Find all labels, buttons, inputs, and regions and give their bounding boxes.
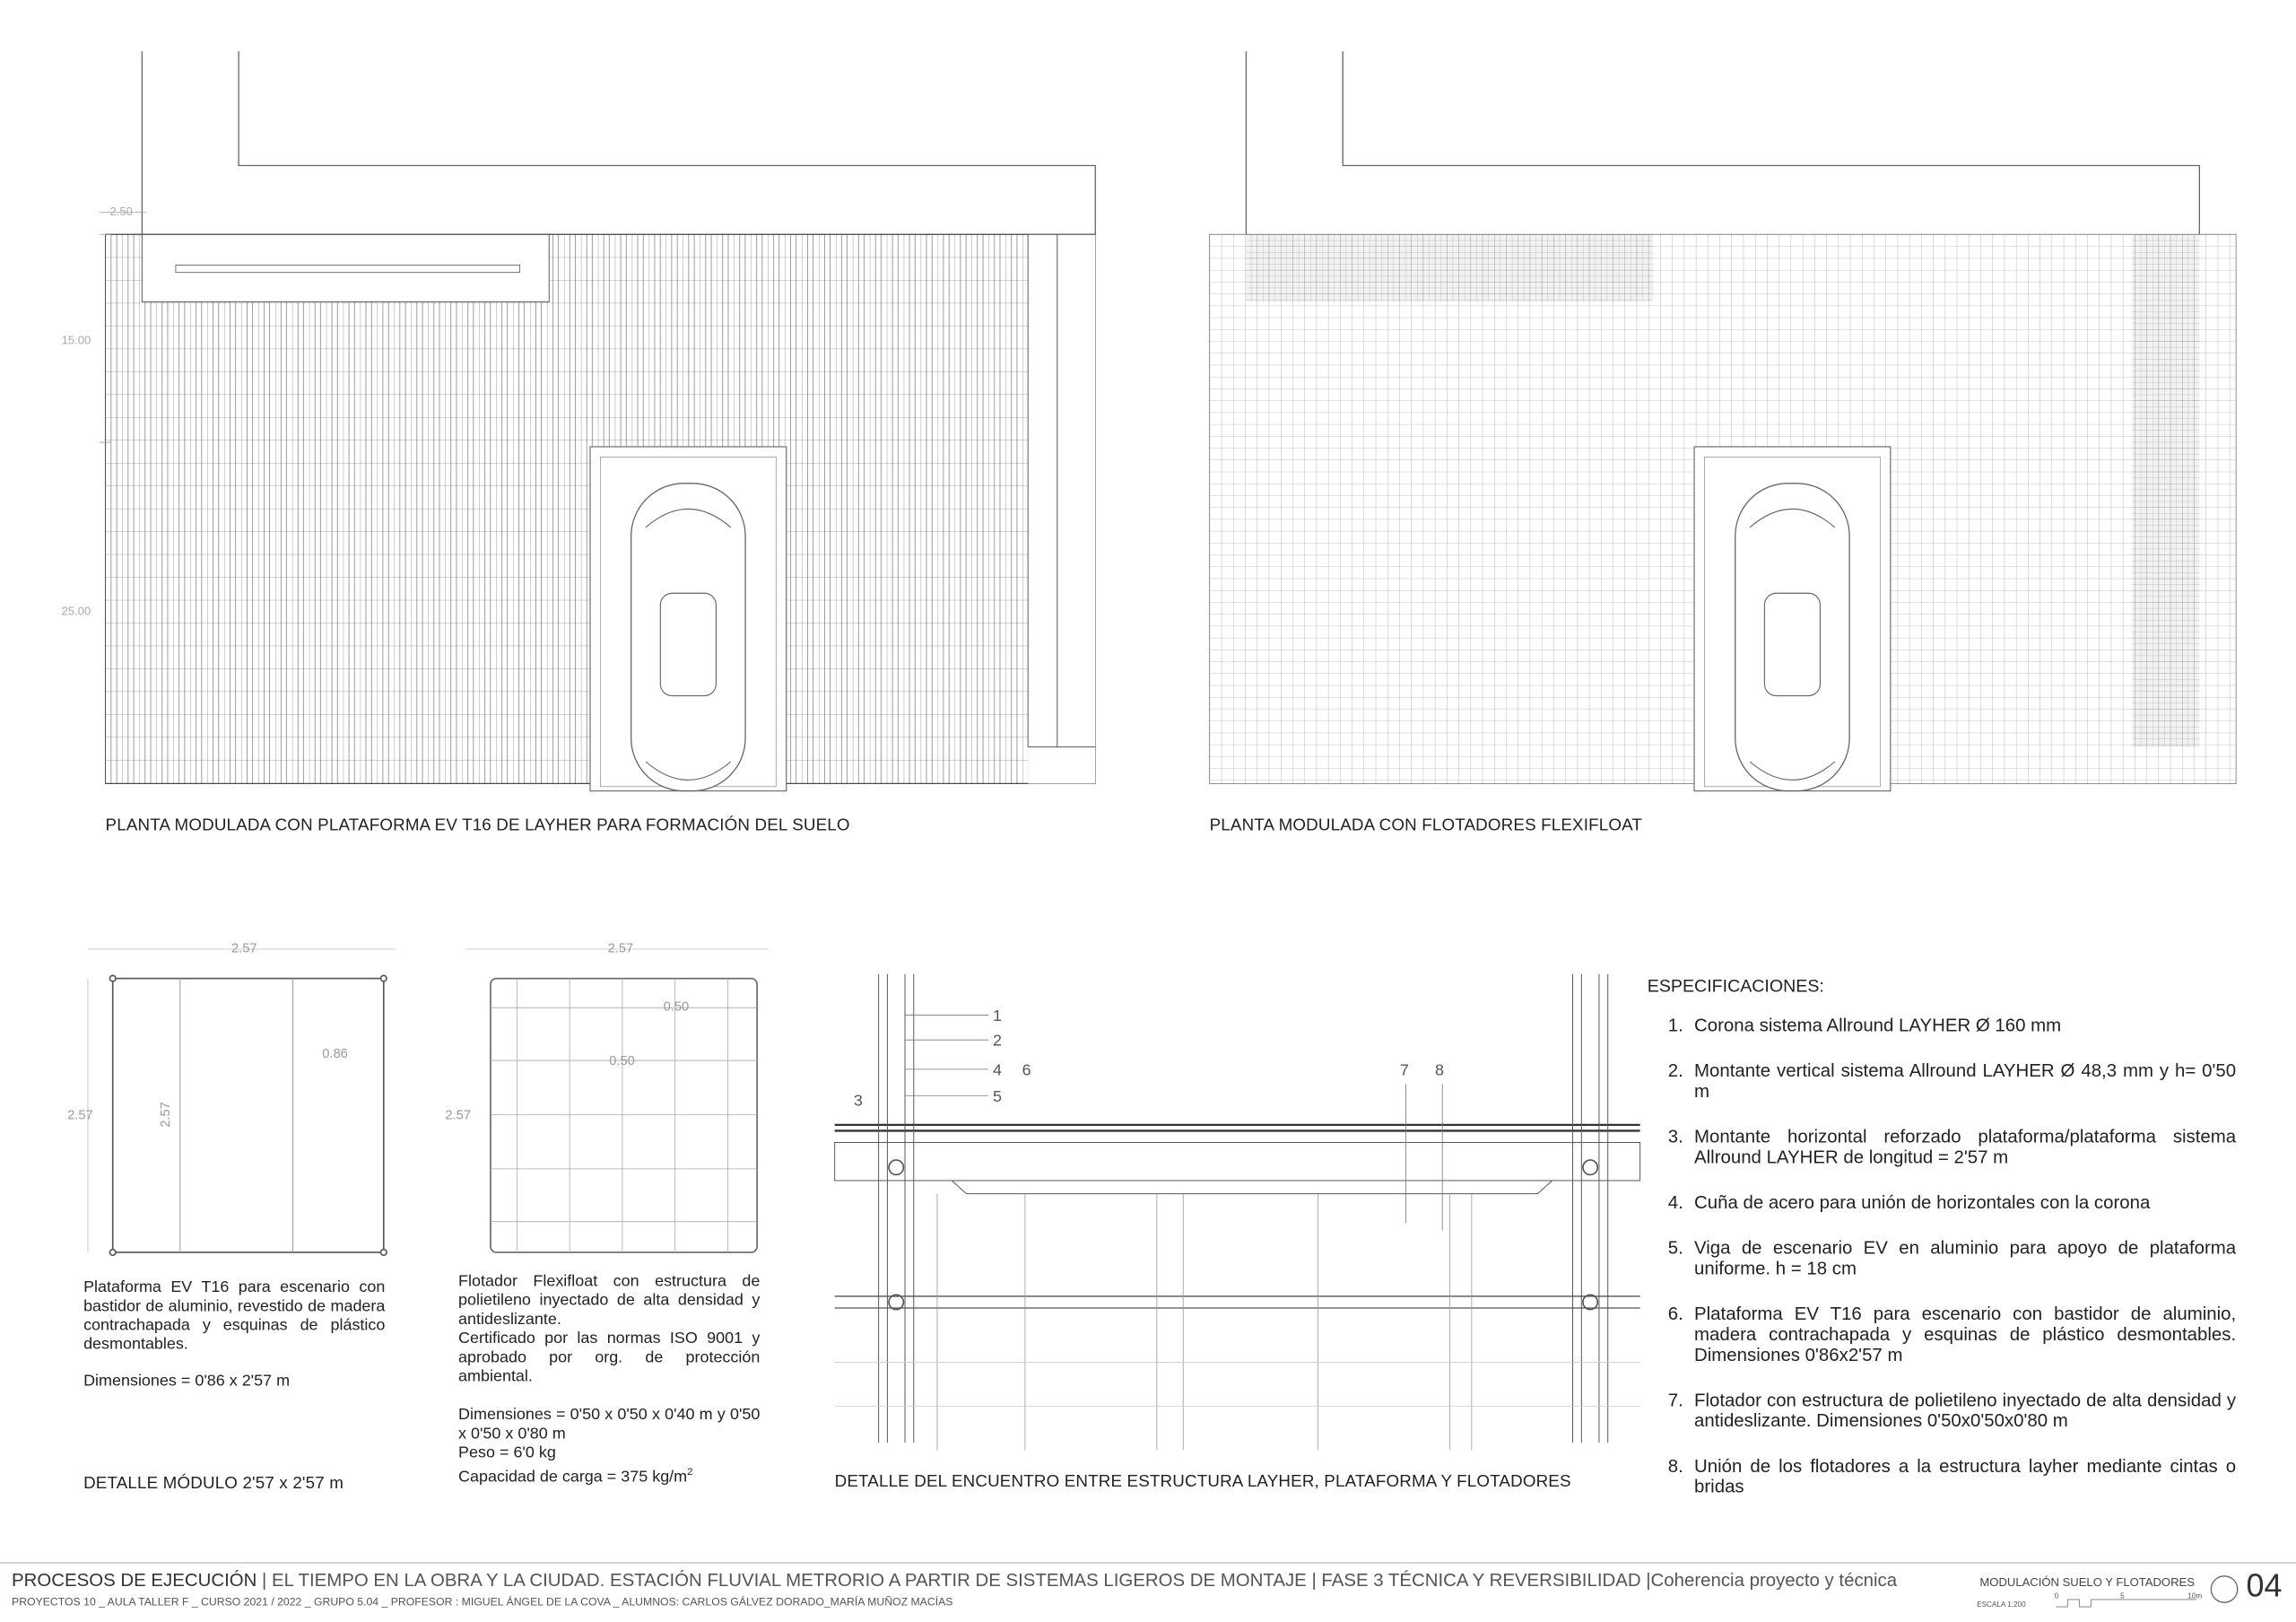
module-float-detail — [465, 949, 769, 1252]
vehicle-cutout — [590, 447, 787, 791]
footer-subtitle: PROYECTOS 10 _ AULA TALLER F _ CURSO 2021 / 2022 _ GRUPO 5.04 _ PROFESOR : MIGUEL ÁNGEL DE LA COVA _ ALUMNOS: CARLOS GÁLVEZ DORADO_MARÍA MUÑOZ MACÍAS — [12, 1595, 953, 1609]
specs-list — [1648, 1015, 2236, 1522]
dim-label: 2.50 — [109, 205, 133, 219]
dim-left: 2.57 — [67, 1107, 93, 1122]
section-callouts — [854, 1007, 1444, 1110]
section-detail — [835, 974, 1640, 1451]
dim-label: 25.00 — [61, 604, 91, 618]
plan-left-caption: PLANTA MODULADA CON PLATAFORMA EV T16 DE LAYHER PARA FORMACIÓN DEL SUELO — [105, 817, 850, 835]
sheet-number: 04 — [2246, 1566, 2283, 1604]
module-ev-detail — [88, 949, 396, 1255]
footer-title — [12, 1570, 1897, 1591]
dim-left: 2.57 — [445, 1107, 471, 1122]
dim-inner: 2.57 — [157, 1102, 173, 1128]
plan-layher-platform — [100, 51, 1095, 791]
spec-item: 1. Corona sistema Allround LAYHER Ø 160 mm — [1689, 1015, 2237, 1035]
float-desc-2: Certificado por las normas ISO 9001 y aprobado por org. de protección ambiental. — [458, 1330, 761, 1386]
module-ev-dimensions: Dimensiones = 0'86 x 2'57 m — [83, 1372, 291, 1391]
callout-3: 3 — [853, 1091, 863, 1110]
spec-item: 3. Montante horizontal reforzado plataforma/plataforma sistema Allround LAYHER de longitud = 2'57 m — [1689, 1127, 2237, 1168]
scale-label: ESCALA 1:200 — [1977, 1600, 2026, 1610]
float-capacity: Capacidad de carga = 375 kg/m — [458, 1469, 688, 1487]
spec-item: 5. Viga de escenario EV en aluminio para apoyo de plataforma uniforme. h = 18 cm — [1689, 1238, 2237, 1279]
callout-5: 5 — [992, 1086, 1002, 1105]
float-capacity-sup: 2 — [687, 1467, 693, 1478]
footer-title-bold: PROCESOS DE EJECUCIÓN — [12, 1570, 257, 1591]
callout-6: 6 — [1022, 1060, 1031, 1079]
plan-right-caption: PLANTA MODULADA CON FLOTADORES FLEXIFLOAT — [1209, 817, 1643, 835]
float-weight: Peso = 6'0 kg — [458, 1443, 556, 1462]
plan-flexifloat — [1210, 51, 2237, 791]
callout-1: 1 — [992, 1006, 1002, 1025]
spec-item: 4. Cuña de acero para unión de horizontales con la corona — [1689, 1192, 2237, 1213]
float-desc-1: Flotador Flexifloat con estructura de polietileno inyectado de alta densidad y antideslizante. — [458, 1272, 761, 1329]
dim-top: 2.57 — [607, 940, 634, 955]
scale-tick: 5 — [2120, 1591, 2125, 1601]
spec-item: 6. Plataforma EV T16 para escenario con bastidor de aluminio, madera contrachapada y esquinas de plástico desmontables. Dimensiones 0'86x2'57 m — [1689, 1304, 2237, 1365]
callout-2: 2 — [992, 1031, 1002, 1050]
section-caption: DETALLE DEL ENCUENTRO ENTRE ESTRUCTURA LAYHER, PLATAFORMA Y FLOTADORES — [834, 1473, 1571, 1492]
dim-b: 0.50 — [609, 1052, 635, 1068]
sheet-title: MODULACIÓN SUELO Y FLOTADORES — [1979, 1575, 2195, 1590]
north-arrow-icon — [2211, 1576, 2237, 1602]
scale-tick: 0 — [2054, 1591, 2059, 1601]
dim-top: 2.57 — [230, 940, 257, 955]
callout-8: 8 — [1435, 1060, 1445, 1079]
callout-7: 7 — [1399, 1060, 1409, 1079]
spec-item: 7. Flotador con estructura de polietileno inyectado de alta densidad y antideslizante. Dimensiones 0'50x0'50x0'80 m — [1689, 1390, 2237, 1431]
dim-panel: 0.86 — [322, 1045, 348, 1061]
spec-item: 2. Montante vertical sistema Allround LAYHER Ø 48,3 mm y h= 0'50 m — [1689, 1060, 2237, 1102]
scale-tick: 10m — [2187, 1591, 2203, 1601]
dim-a: 0.50 — [663, 998, 690, 1014]
spec-item: 8. Unión de los flotadores a la estructura layher mediante cintas o bridas — [1689, 1456, 2237, 1497]
specs-title: ESPECIFICACIONES: — [1647, 975, 1824, 997]
module-caption: DETALLE MÓDULO 2'57 x 2'57 m — [83, 1475, 344, 1493]
scale-bar — [2056, 1600, 2196, 1607]
dim-label: 15.00 — [61, 333, 91, 347]
float-dimensions: Dimensiones = 0'50 x 0'50 x 0'40 m y 0'50 x 0'50 x 0'80 m — [458, 1406, 761, 1443]
module-ev-description: Plataforma EV T16 para escenario con bastidor de aluminio, revestido de madera contrachapada y esquinas de plástico desmontables. — [83, 1278, 386, 1354]
module-float-description — [458, 1273, 760, 1487]
footer-title-rest: | EL TIEMPO EN LA OBRA Y LA CIUDAD. ESTACIÓN FLUVIAL METRORIO A PARTIR DE SISTEMAS LIGEROS DE MONTAJE | FASE 3 TÉCNICA Y REVERSIBILIDAD |Coherencia proyecto y técnica — [262, 1570, 1898, 1591]
callout-4: 4 — [992, 1060, 1002, 1079]
